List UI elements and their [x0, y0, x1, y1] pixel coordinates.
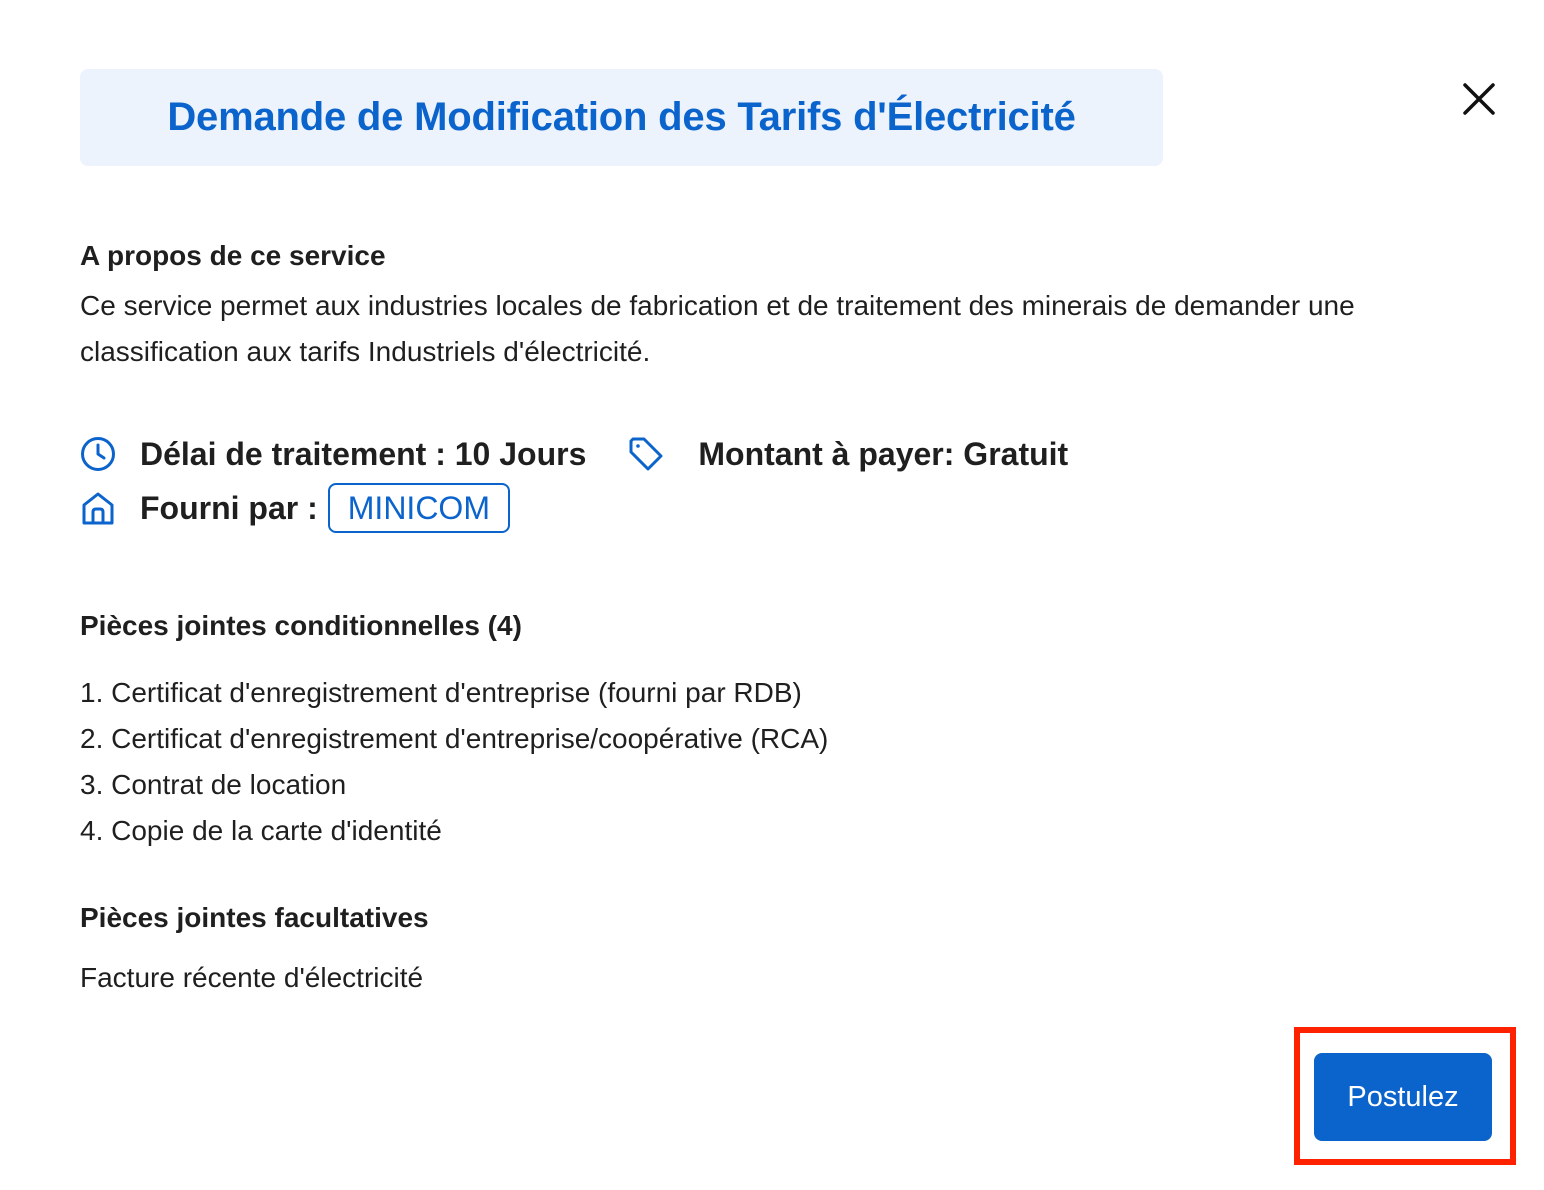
page-title: Demande de Modification des Tarifs d'Électricité — [167, 95, 1076, 139]
provided-by-label: Fourni par : — [140, 489, 318, 526]
conditional-attachments-heading: Pièces jointes conditionnelles (4) — [80, 610, 522, 641]
optional-attachments-heading: Pièces jointes facultatives — [80, 902, 429, 933]
conditional-attachments-list — [80, 670, 828, 854]
processing-time: Délai de traitement : 10 Jours — [140, 435, 587, 472]
optional-attachment-item: Facture récente d'électricité — [80, 962, 424, 993]
about-description: Ce service permet aux industries locales de fabrication et de traitement des minerais de demander une classification aux tarifs Industriels d'électricité. — [80, 290, 1355, 367]
close-button[interactable] — [1456, 76, 1502, 122]
list-item: 2. Certificat d'enregistrement d'entreprise/coopérative (RCA) — [80, 723, 829, 754]
about-heading: A propos de ce service — [80, 240, 386, 271]
tag-icon — [628, 436, 664, 472]
amount-to-pay: Montant à payer: Gratuit — [698, 435, 1069, 472]
apply-button[interactable]: Postulez — [1314, 1053, 1492, 1141]
clock-icon — [80, 436, 116, 472]
close-icon — [1462, 82, 1496, 116]
list-item: 4. Copie de la carte d'identité — [80, 815, 442, 846]
list-item: 1. Certificat d'enregistrement d'entreprise (fourni par RDB) — [80, 677, 802, 708]
provider-badge[interactable]: MINICOM — [328, 483, 510, 533]
title-banner — [80, 69, 1163, 166]
service-meta-row — [80, 430, 1068, 478]
provider-row — [80, 482, 510, 534]
list-item: 3. Contrat de location — [80, 769, 347, 800]
home-icon — [80, 490, 116, 526]
